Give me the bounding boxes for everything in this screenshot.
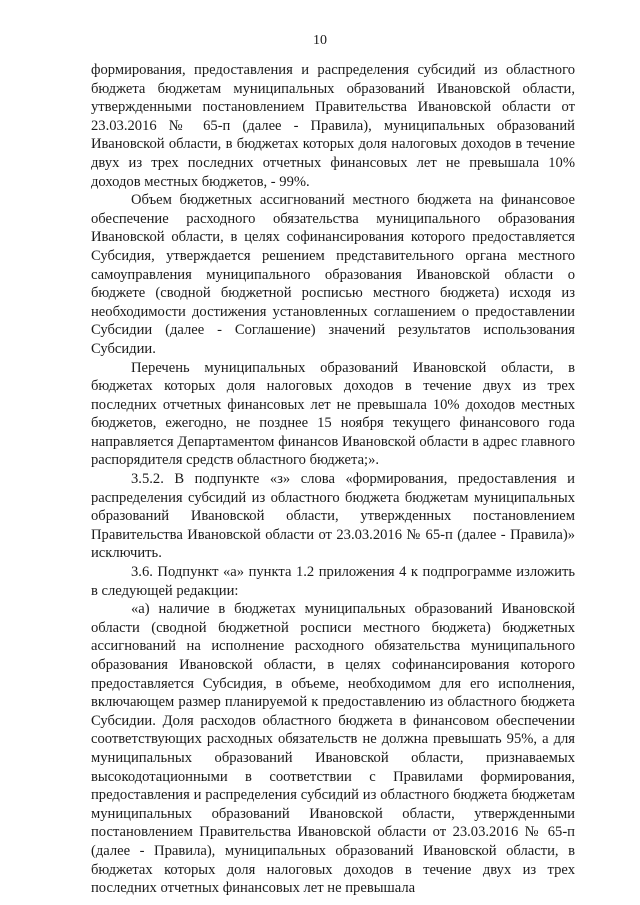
paragraph-subitem-a: «а) наличие в бюджетах муниципальных образований Ивановской области (сводной бюджетной росписи местного бюджета) бюджетных ассигнований на исполнение расходного обязательства муниципального образования Ивановской области, в целях софинансирования которого предоставляется Субсидия, в объеме, необходимом для его исполнения, включающем размер планируемой к предоставлению из областного бюджета Субсидии. Доля расходов областного бюджета в финансовом обеспечении соответствующих расходных обязательств не должна превышать 95%, а для муниципальных образований Ивановской области, признаваемых высокодотационными в соответствии с Правилами формирования, предоставления и распределения субсидий из областного бюджета бюджетам муниципальных образований Ивановской области, утвержденными постановлением Правительства Ивановской области от 23.03.2016 № 65-п (далее - Правила), муниципальных образований Ивановской области, в бюджетах которых доля налоговых доходов в течение двух из трех последних отчетных финансовых лет не превышала — [91, 601, 575, 897]
paragraph-item-3-6: 3.6. Подпункт «а» пункта 1.2 приложения 4 к подпрограмме изложить в следующей редакции: — [91, 564, 575, 599]
paragraph-item-3-5-2: 3.5.2. В подпункте «з» слова «формирования, предоставления и распределения субсидий из областного бюджета бюджетам муниципальных образований Ивановской области, утвержденных постановлением Правительства Ивановской области от 23.03.2016 № 65-п (далее - Правила)» исключить. — [91, 471, 575, 562]
paragraph-continuation: формирования, предоставления и распределения субсидий из областного бюджета бюджетам муниципальных образований Ивановской области, утвержденными постановлением Правительства Ивановской области от 23.03.2016 № 65-п (далее - Правила), муниципальных образований Ивановской области, в бюджетах которых доля налоговых доходов в течение двух из трех последних отчетных финансовых лет не превышала 10% доходов местных бюджетов, - 99%. — [91, 62, 575, 190]
paragraph-budget-allocations: Объем бюджетных ассигнований местного бюджета на финансовое обеспечение расходного обязательства муниципального образования Ивановской области, в целях софинансирования которого предоставляется Субсидия, утверждается решением представительного органа местного самоуправления муниципального образования Ивановской области о бюджете (сводной бюджетной росписью местного бюджета) исходя из необходимости достижения установленных соглашением о предоставлении Субсидии (далее - Соглашение) значений результатов использования Субсидии. — [91, 192, 575, 357]
paragraph-municipalities-list: Перечень муниципальных образований Ивановской области, в бюджетах которых доля налоговых доходов в течение двух из трех последних отчетных финансовых лет не превышала 10% доходов местных бюджетов, ежегодно, не позднее 15 ноября текущего финансового года направляется Департаментом финансов Ивановской области в адрес главного распорядителя средств областного бюджета;». — [91, 359, 575, 469]
document-body — [91, 61, 575, 898]
page-number: 10 — [313, 33, 327, 48]
